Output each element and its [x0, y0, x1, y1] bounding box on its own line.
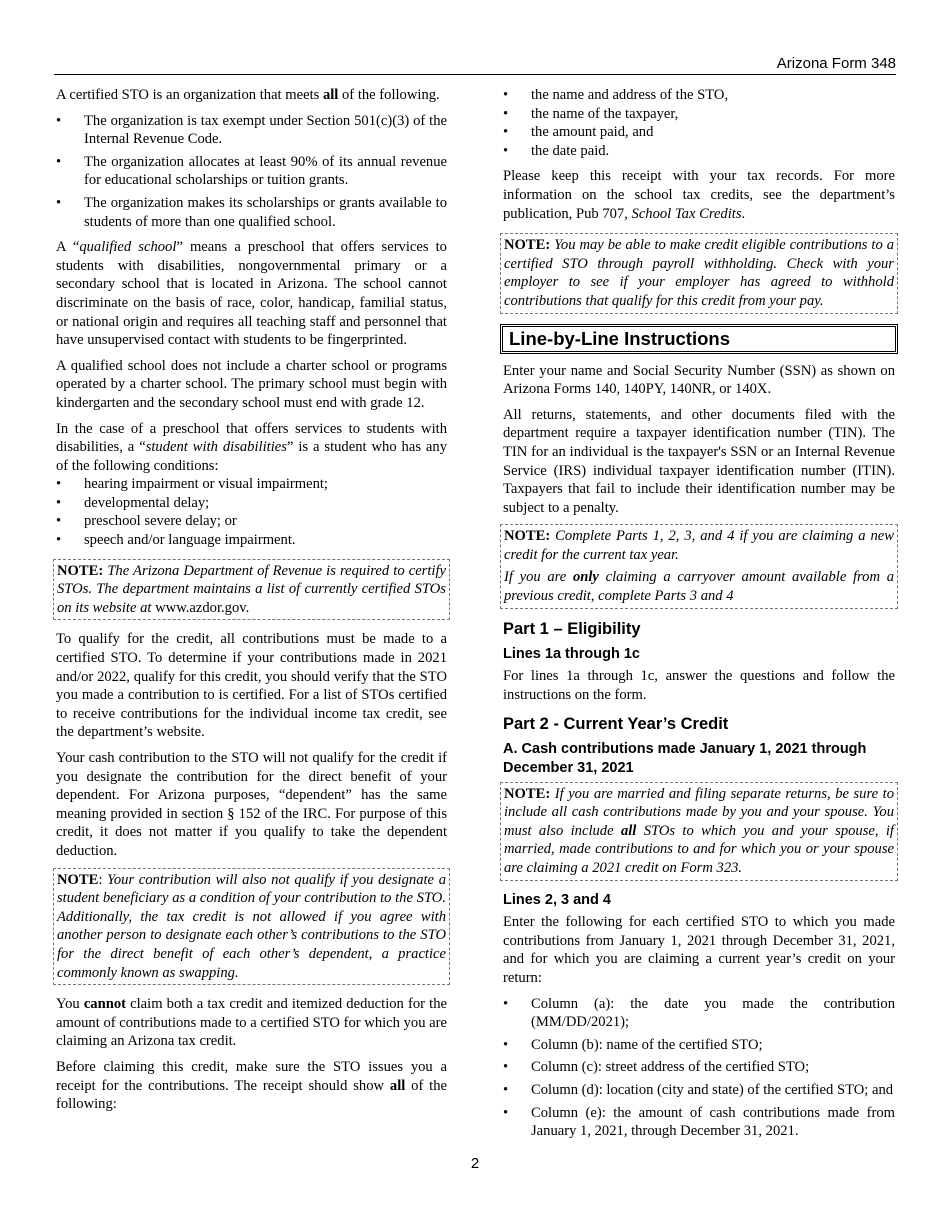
lines-2-3-4-heading: Lines 2, 3 and 4: [503, 891, 611, 908]
name-ssn-paragraph: Enter your name and Social Security Number (SSN) as shown on Arizona Forms 140, 140PY, 140NR, or 140X.: [503, 362, 895, 398]
website-link[interactable]: www.azdor.gov.: [155, 599, 250, 616]
part1-heading: Part 1 – Eligibility: [503, 619, 641, 638]
note-box-swapping: NOTE: Your contribution will also not qualify if you designate a student beneficiary as a condition of your contribution to the STO. Additionally, the tax credit is not allowed if you agree with another person to designate each other’s contributions to the STO for the direct benefit of each other’s dependent, a practice commonly known as swapping.: [53, 868, 450, 986]
page-number: 2: [470, 1155, 480, 1172]
left-column: [56, 86, 447, 1121]
sto-criteria-list: [56, 112, 447, 232]
list-item: • hearing impairment or visual impairment;: [56, 475, 447, 494]
columns-list: [503, 995, 895, 1141]
lines-1a-1c-paragraph: For lines 1a through 1c, answer the questions and follow the instructions on the form.: [503, 668, 895, 703]
list-item: • Column (a): the date you made the contribution (MM/DD/2021);: [503, 995, 895, 1032]
note-box-payroll: NOTE: You may be able to make credit eligible contributions to a certified STO through payroll withholding. Check with your employer to see if your employer has agreed to withhold contributions that qualify for this credit from your pay.: [500, 233, 898, 313]
note-box-certify: NOTE: The Arizona Department of Revenue is required to certify STOs. The department maintains a list of currently certified STOs on its website at www.azdor.gov.: [53, 559, 450, 621]
list-item: • developmental delay;: [56, 494, 447, 513]
part2-heading: Part 2 - Current Year’s Credit: [503, 715, 729, 734]
list-item: • the date paid.: [503, 142, 895, 161]
tin-paragraph: All returns, statements, and other documents filed with the department require a taxpayer identification number (TIN). The TIN for an individual is the taxpayer's SSN or an Internal Revenue Service (IRS) individual taxpayer identification number (ITIN). Taxpayers that fail to include their identification number may be subject to a penalty.: [503, 406, 895, 516]
list-item: • the amount paid, and: [503, 123, 895, 142]
header-rule: [54, 74, 896, 75]
conditions-list: [56, 475, 447, 549]
cannot-paragraph: You cannot claim both a tax credit and itemized deduction for the amount of contributions made to a certified STO for which you are claiming an Arizona tax credit.: [56, 996, 447, 1050]
list-item: • Column (e): the amount of cash contributions made from January 1, 2021, through December 31, 2021.: [503, 1104, 895, 1141]
note-box-parts: NOTE: Complete Parts 1, 2, 3, and 4 if you are claiming a new credit for the current tax year. If you are only claiming a carryover amount available from a previous credit, complete Parts 3 and 4: [500, 524, 898, 608]
list-item: • The organization makes its scholarships or grants available to students of more than one qualified school.: [56, 194, 447, 231]
right-column: [503, 86, 895, 1148]
dependent-paragraph: Your cash contribution to the STO will not qualify for the credit if you designate the contribution for the direct benefit of your dependent. For Arizona purposes, “dependent” has the same meaning provided in section § 152 of the IRC. For purpose of this credit, it does not matter if you qualify to take the dependent deduction.: [56, 750, 447, 859]
list-item: • preschool severe delay; or: [56, 512, 447, 531]
keep-receipt-paragraph: Please keep this receipt with your tax records. For more information on the school tax credits, see the department’s publication, Pub 707, School Tax Credits.: [503, 168, 895, 222]
receipt-paragraph: Before claiming this credit, make sure the STO issues you a receipt for the contributions. The receipt should show all of the following:: [56, 1058, 447, 1113]
list-item: • speech and/or language impairment.: [56, 531, 447, 550]
list-item: • Column (c): street address of the certified STO;: [503, 1058, 895, 1077]
qualify-paragraph: To qualify for the credit, all contributions must be made to a certified STO. To determine if your contributions made in 2021 and/or 2022, qualify for this credit, you should verify that the STO you made a contribution to is certified. For a list of STOs certified to receive contributions for the individual income tax credit, see the department’s website.: [56, 631, 447, 741]
lines-2-3-4-paragraph: Enter the following for each certified STO to which you made contributions from January 1, 2021 through December 31, 2021, and for which you are claiming a current year’s credit on your return:: [503, 914, 895, 986]
qualified-school-definition: A “qualified school” means a preschool that offers services to students with disabilities, nongovernmental primary or a secondary school that is located in Arizona. The school cannot discriminate on the basis of race, color, handicap, familial status, or national origin and requires all teaching staff and personnel that have unsupervised contact with students to be fingerprinted.: [56, 239, 447, 349]
charter-school-paragraph: A qualified school does not include a charter school or programs operated by a charter school. The primary school must begin with kindergarten and the secondary school must end with grade 12.: [56, 357, 447, 411]
list-item: • the name of the taxpayer,: [503, 105, 895, 124]
receipt-items-list: [503, 86, 895, 160]
section-banner: Line-by-Line Instructions: [500, 324, 898, 354]
part2a-heading: A. Cash contributions made January 1, 2021 through December 31, 2021: [503, 741, 867, 777]
list-item: • The organization allocates at least 90% of its annual revenue for educational scholarships or tuition grants.: [56, 153, 447, 190]
form-title: Arizona Form 348: [776, 55, 896, 72]
list-item: • the name and address of the STO,: [503, 86, 895, 105]
list-item: • The organization is tax exempt under Section 501(c)(3) of the Internal Revenue Code.: [56, 112, 447, 149]
list-item: • Column (b): name of the certified STO;: [503, 1036, 895, 1055]
lines-1a-1c-heading: Lines 1a through 1c: [503, 645, 640, 662]
note-box-married: NOTE: If you are married and filing separate returns, be sure to include all cash contributions made by you and your spouse. You must also include all STOs to which you and your spouse, if married, made contributions to and for which you or your spouse are claiming a 2021 credit on Form 323.: [500, 782, 898, 881]
list-item: • Column (d): location (city and state) of the certified STO; and: [503, 1081, 895, 1100]
disability-intro: In the case of a preschool that offers services to students with disabilities, a “student with disabilities” is a student who has any of the following conditions:: [56, 420, 447, 474]
sto-intro: A certified STO is an organization that meets all of the following.: [56, 87, 440, 103]
